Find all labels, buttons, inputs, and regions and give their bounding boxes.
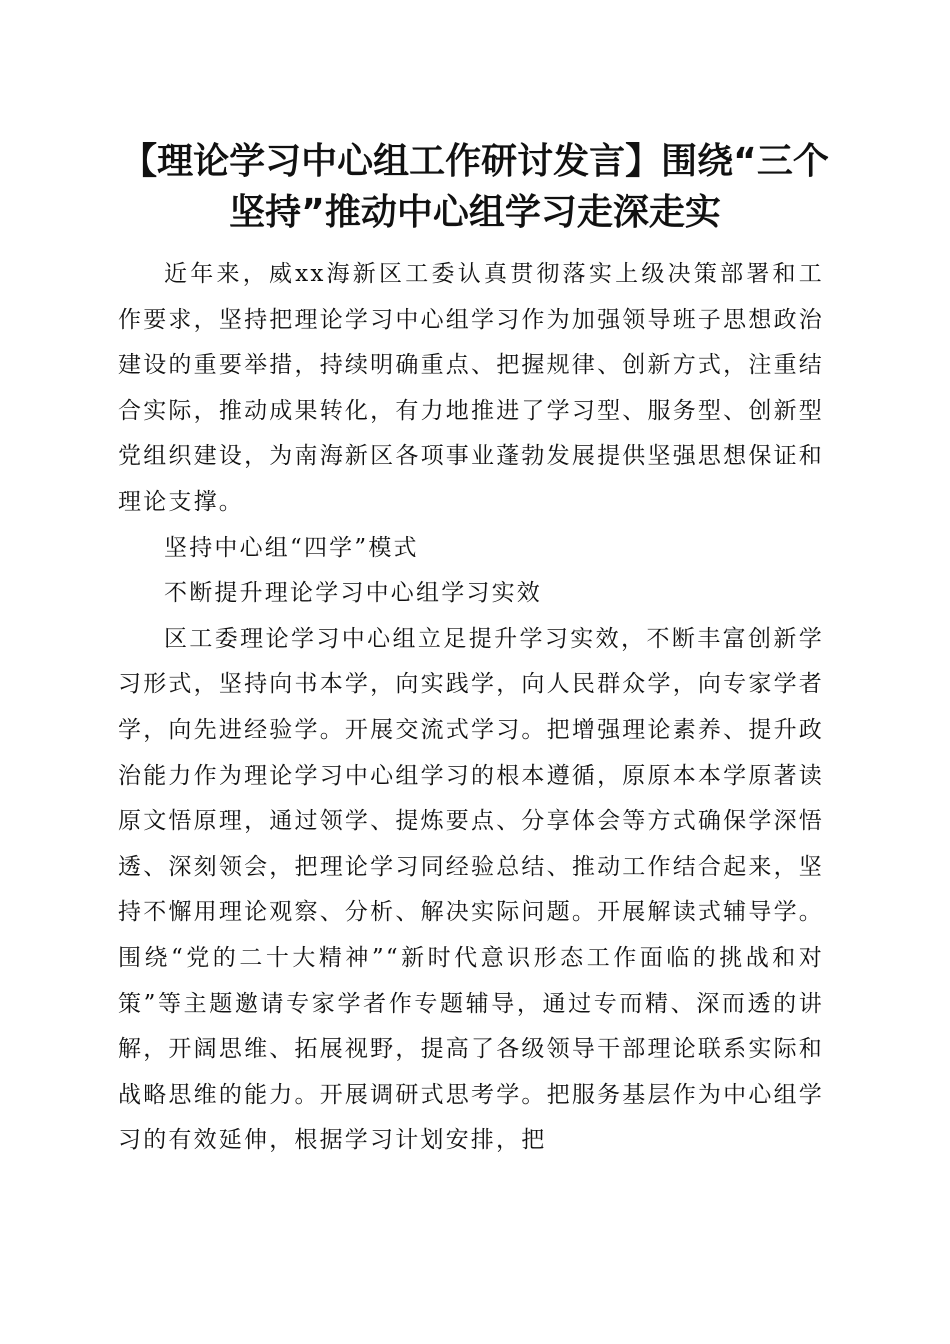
document-body (118, 252, 824, 1164)
title-line-1: 【理论学习中心组工作研讨发言】围绕“三个 (121, 141, 829, 182)
document-title (110, 136, 840, 238)
paragraph-body: 区工委理论学习中心组立足提升学习实效，不断丰富创新学习形式，坚持向书本学，向实践学，向人民群众学，向专家学者学，向先进经验学。开展交流式学习。把增强理论素养、提升政治能力作为理论学习中心组学习的根本遵循，原原本本学原著读原文悟原理，通过领学、提炼要点、分享体会等方式确保学深悟透、深刻领会，把理论学习同经验总结、推动工作结合起来，坚持不懈用理论观察、分析、解决实际问题。开展解读式辅导学。围绕“党的二十大精神”“新时代意识形态工作面临的挑战和对策”等主题邀请专家学者作专题辅导，通过专而精、深而透的讲解，开阔思维、拓展视野，提高了各级领导干部理论联系实际和战略思维的能力。开展调研式思考学。把服务基层作为中心组学习的有效延伸，根据学习计划安排，把 (118, 625, 824, 1154)
paragraph-intro: 近年来，威xx海新区工委认真贯彻落实上级决策部署和工作要求，坚持把理论学习中心组学习作为加强领导班子思想政治建设的重要举措，持续明确重点、把握规律、创新方式，注重结合实际，推动成果转化，有力地推进了学习型、服务型、创新型党组织建设，为南海新区各项事业蓬勃发展提供坚强思想保证和理论支撑。 (118, 261, 824, 515)
section-subheading: 不断提升理论学习中心组学习实效 (164, 580, 542, 607)
section-heading: 坚持中心组“四学”模式 (164, 534, 419, 561)
title-line-2: 坚持”推动中心组学习走深走实 (229, 192, 721, 233)
